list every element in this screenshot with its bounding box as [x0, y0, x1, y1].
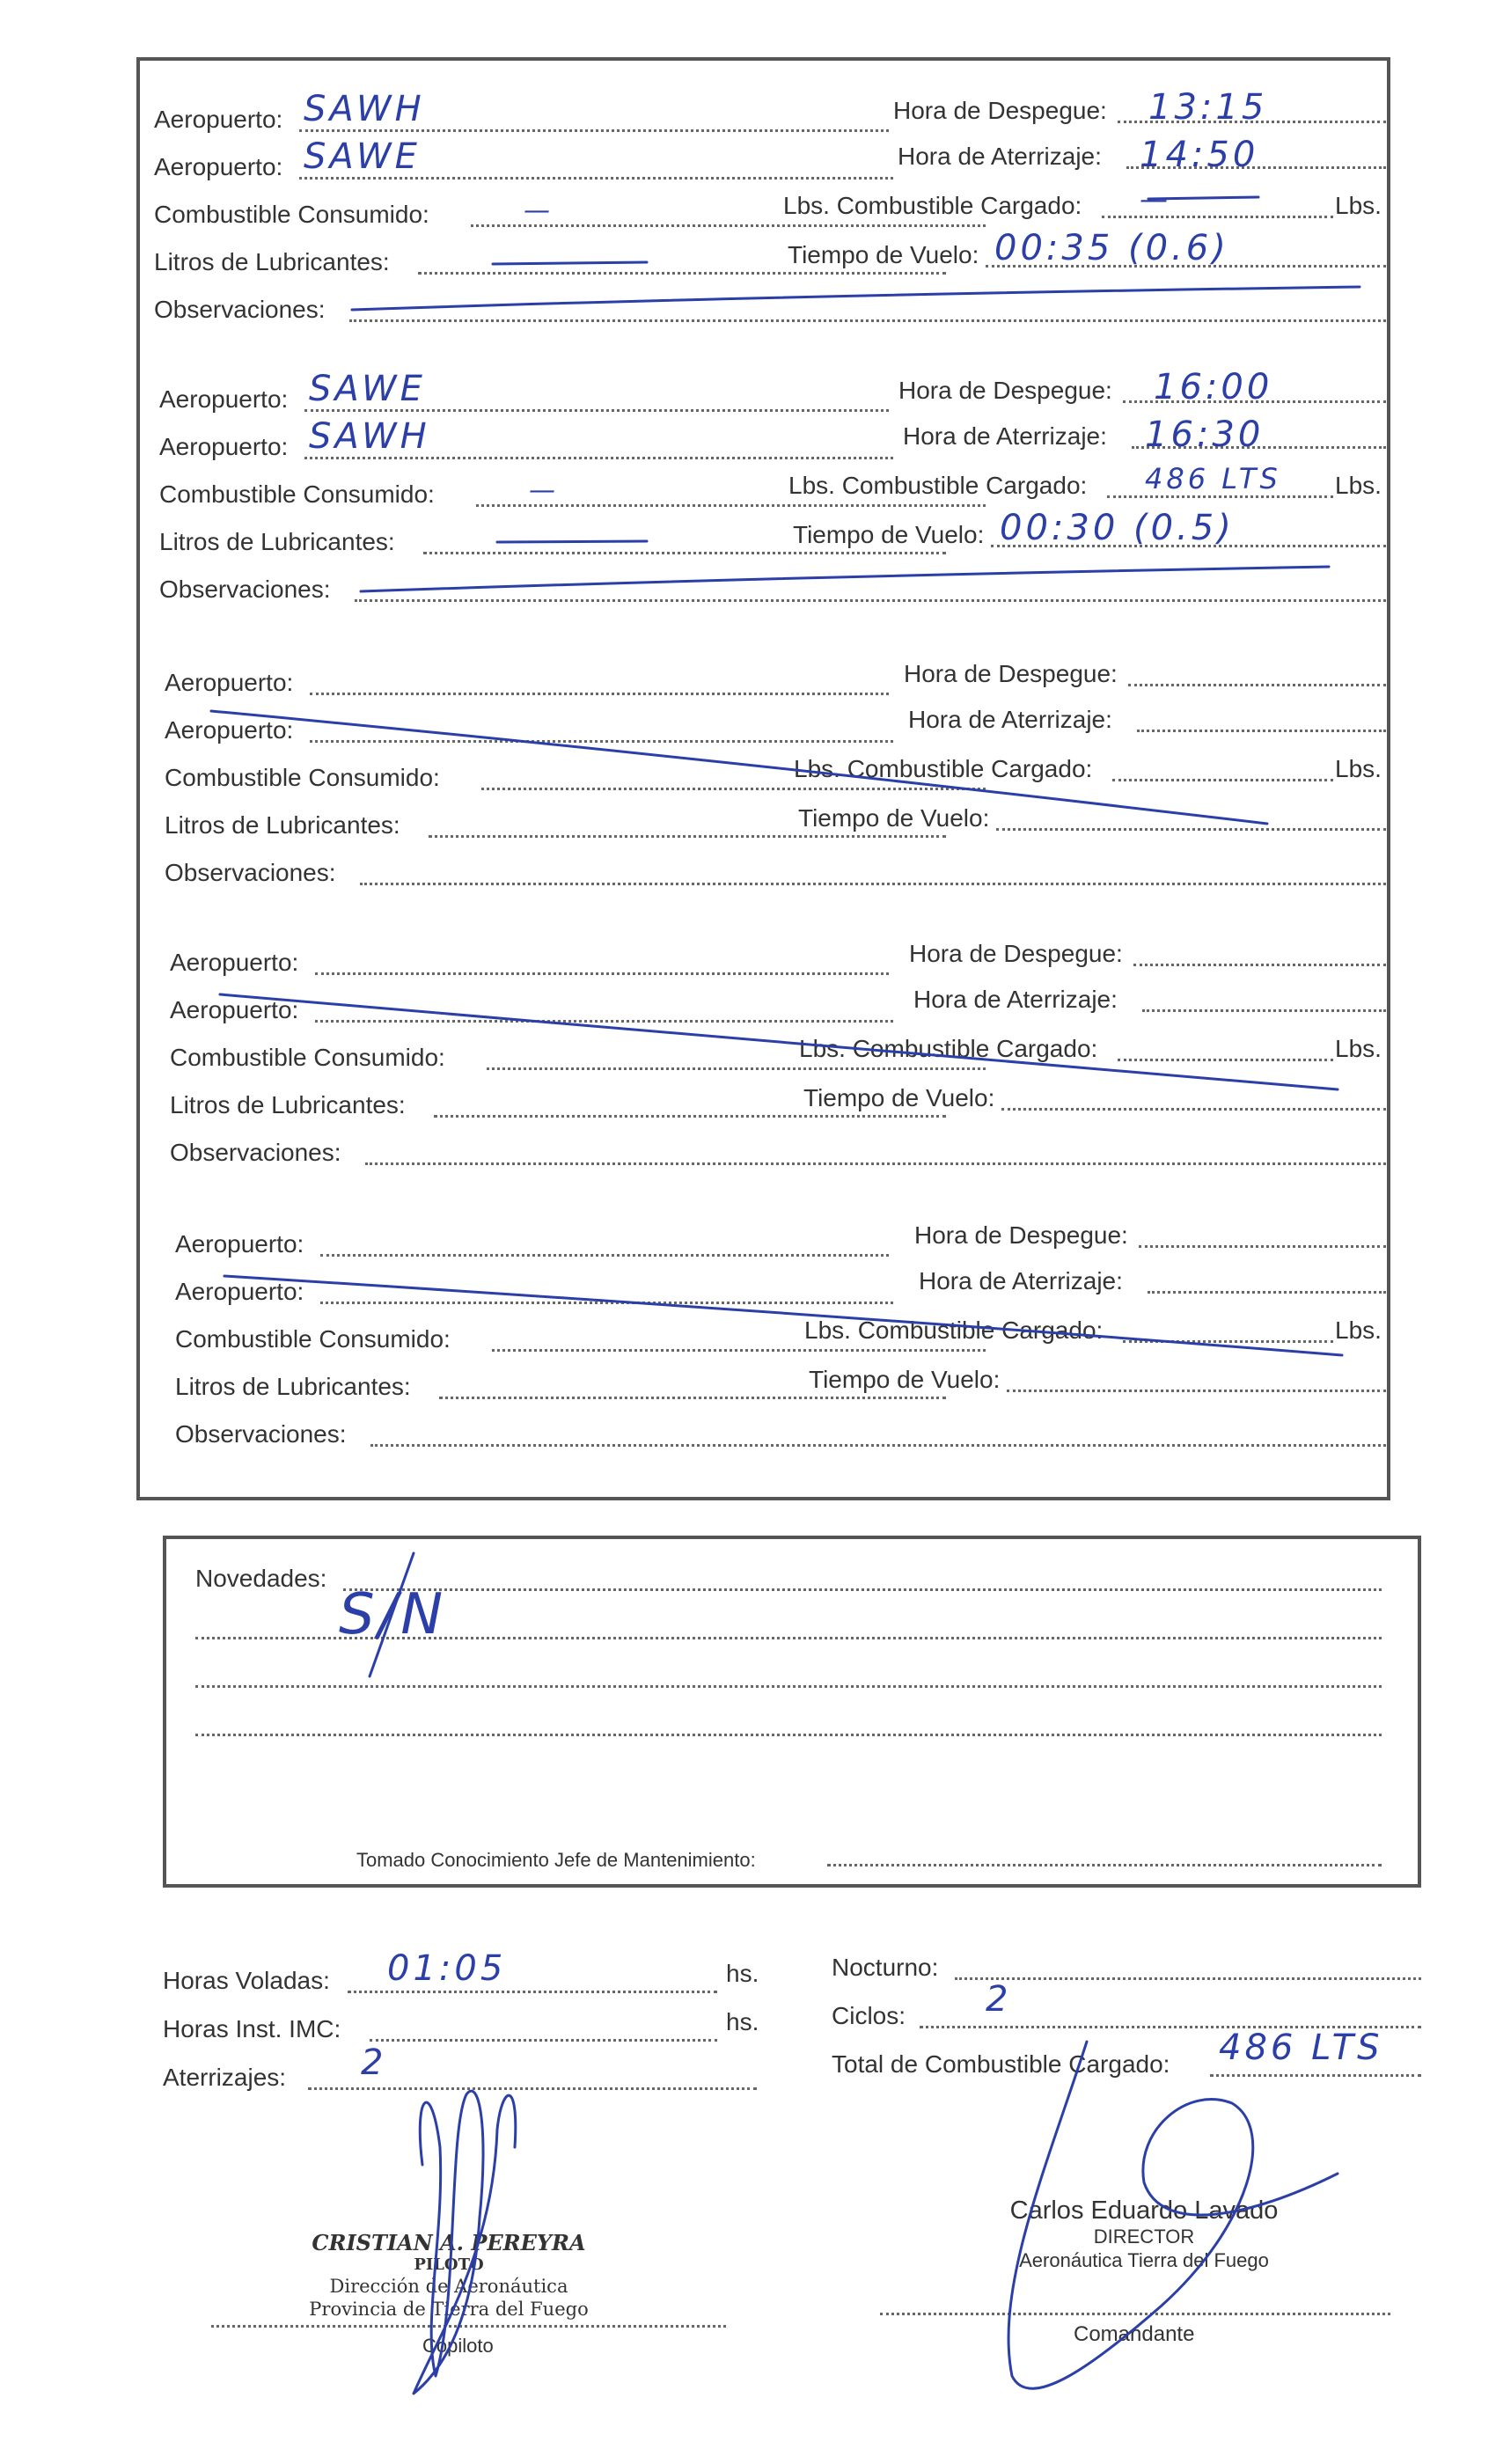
- leg4-observations-label: Observaciones:: [170, 1139, 341, 1166]
- leg3-airport-from-line: [310, 693, 889, 695]
- total-fuel-label: Total de Combustible Cargado:: [832, 2050, 1170, 2078]
- leg5-landing-line: [1148, 1291, 1386, 1294]
- total-fuel-line: [1210, 2074, 1421, 2077]
- leg2-airport-from-value: SAWE: [309, 369, 426, 409]
- leg2-takeoff-value: 16:00: [1154, 367, 1273, 407]
- leg1-lbs-unit: Lbs.: [1335, 192, 1382, 219]
- leg5-airport-to-line: [320, 1302, 893, 1304]
- leg1-landing-value: 14:50: [1140, 135, 1259, 175]
- leg3-landing-line: [1137, 730, 1386, 732]
- copilot-sign-line: [211, 2325, 726, 2328]
- copilot-title: PILOTO: [414, 2255, 484, 2274]
- hours-flown-label: Horas Voladas:: [163, 1967, 330, 1994]
- leg3-flight-time-line: [996, 828, 1386, 831]
- leg2-observations-label: Observaciones:: [159, 576, 331, 603]
- leg2-airport-to-label: Aeropuerto:: [159, 433, 289, 460]
- leg4-observations-line: [365, 1162, 1386, 1165]
- leg1-observations-line: [349, 319, 1386, 322]
- leg3-lbs-unit: Lbs.: [1335, 755, 1382, 782]
- leg1-airport-to-line: [299, 177, 893, 180]
- commander-org: Aeronáutica Tierra del Fuego: [1019, 2249, 1269, 2271]
- leg5-fuel-consumed-label: Combustible Consumido:: [175, 1325, 451, 1353]
- leg3-airport-to-label: Aeropuerto:: [165, 716, 294, 744]
- leg4-takeoff-line: [1133, 964, 1386, 966]
- leg4-airport-to-label: Aeropuerto:: [170, 996, 299, 1023]
- hours-flown-value: 01:05: [387, 1948, 507, 1989]
- leg5-fuel-loaded-line: [1123, 1340, 1333, 1343]
- copilot-org-1: Dirección de Aeronáutica: [329, 2276, 568, 2297]
- novedades-label: Novedades:: [195, 1565, 327, 1592]
- leg1-fuel-loaded-value: —: [1140, 182, 1171, 216]
- novedades-value: S/N: [339, 1582, 447, 1647]
- leg1-fuel-consumed-label: Combustible Consumido:: [154, 201, 429, 228]
- leg2-observations-line: [355, 599, 1386, 602]
- leg5-lbs-unit: Lbs.: [1335, 1316, 1382, 1344]
- leg1-fuel-consumed-value: —: [524, 195, 554, 226]
- leg5-landing-label: Hora de Aterrizaje:: [919, 1267, 1123, 1294]
- leg5-observations-label: Observaciones:: [175, 1420, 347, 1448]
- imc-line: [370, 2039, 717, 2042]
- leg1-fuel-loaded-line: [1102, 216, 1333, 218]
- leg2-airport-from-label: Aeropuerto:: [159, 385, 289, 413]
- leg4-airport-from-line: [315, 972, 889, 975]
- hours-flown-line: [348, 1991, 717, 1993]
- leg2-airport-from-line: [304, 409, 889, 412]
- leg4-lbs-unit: Lbs.: [1335, 1035, 1382, 1062]
- leg2-lubricants-label: Litros de Lubricantes:: [159, 528, 395, 555]
- maintenance-line: [827, 1864, 1382, 1866]
- leg3-fuel-consumed-label: Combustible Consumido:: [165, 764, 440, 791]
- landings-value: 2: [361, 2042, 387, 2083]
- leg2-lbs-unit: Lbs.: [1335, 472, 1382, 499]
- leg5-lubricants-label: Litros de Lubricantes:: [175, 1373, 411, 1400]
- commander-sign-line: [880, 2313, 1390, 2315]
- leg1-lubricants-label: Litros de Lubricantes:: [154, 248, 390, 275]
- copilot-name: CRISTIAN A. PEREYRA: [312, 2230, 586, 2255]
- leg1-flight-time-value: 00:35 (0.6): [994, 228, 1229, 268]
- copilot-role: Copiloto: [422, 2335, 494, 2357]
- night-line: [955, 1977, 1421, 1980]
- leg4-airport-from-label: Aeropuerto:: [170, 949, 299, 976]
- leg3-observations-label: Observaciones:: [165, 859, 336, 886]
- leg3-fuel-loaded-line: [1112, 779, 1333, 781]
- leg4-fuel-loaded-line: [1118, 1059, 1333, 1061]
- maintenance-label: Tomado Conocimiento Jefe de Mantenimiento:: [356, 1849, 756, 1871]
- leg1-airport-from-label: Aeropuerto:: [154, 106, 283, 133]
- leg4-flight-time-line: [1001, 1108, 1386, 1111]
- leg1-takeoff-value: 13:15: [1148, 87, 1268, 128]
- leg2-lubricants-line: [423, 552, 946, 554]
- leg1-takeoff-label: Hora de Despegue:: [893, 97, 1107, 124]
- leg5-airport-from-label: Aeropuerto:: [175, 1230, 304, 1258]
- leg5-takeoff-line: [1139, 1245, 1386, 1248]
- leg1-airport-from-value: SAWH: [304, 89, 425, 129]
- landings-label: Aterrizajes:: [163, 2064, 287, 2091]
- leg5-fuel-consumed-line: [492, 1349, 986, 1352]
- leg3-fuel-consumed-line: [481, 788, 986, 790]
- leg4-fuel-loaded-label: Lbs. Combustible Cargado:: [799, 1035, 1098, 1062]
- leg5-takeoff-label: Hora de Despegue:: [914, 1221, 1128, 1249]
- leg2-flight-time-value: 00:30 (0.5): [1000, 508, 1235, 548]
- leg2-fuel-loaded-label: Lbs. Combustible Cargado:: [788, 472, 1088, 499]
- commander-name: Carlos Eduardo Lavado: [1009, 2196, 1279, 2225]
- leg4-flight-time-label: Tiempo de Vuelo:: [803, 1084, 995, 1111]
- night-label: Nocturno:: [832, 1954, 939, 1981]
- leg2-landing-value: 16:30: [1145, 414, 1265, 455]
- leg2-fuel-consumed-label: Combustible Consumido:: [159, 480, 435, 508]
- leg2-fuel-loaded-value: 486 LTS: [1145, 462, 1281, 495]
- leg4-fuel-consumed-label: Combustible Consumido:: [170, 1044, 445, 1071]
- leg5-lubricants-line: [439, 1397, 946, 1399]
- leg4-landing-label: Hora de Aterrizaje:: [913, 986, 1118, 1013]
- novedades-line-1: [343, 1588, 1382, 1591]
- cycles-value: 2: [986, 1979, 1012, 2020]
- leg3-landing-label: Hora de Aterrizaje:: [908, 706, 1112, 733]
- leg2-takeoff-label: Hora de Despegue:: [898, 377, 1112, 404]
- commander-title: DIRECTOR: [1093, 2226, 1195, 2248]
- leg1-lubricants-line: [418, 272, 946, 275]
- leg1-fuel-loaded-label: Lbs. Combustible Cargado:: [783, 192, 1082, 219]
- leg5-airport-from-line: [320, 1254, 889, 1257]
- leg4-landing-line: [1142, 1009, 1386, 1012]
- copilot-stamp: [290, 2231, 607, 2321]
- leg3-flight-time-label: Tiempo de Vuelo:: [798, 804, 990, 832]
- leg4-fuel-consumed-line: [487, 1067, 986, 1070]
- leg5-fuel-loaded-label: Lbs. Combustible Cargado:: [804, 1316, 1104, 1344]
- leg2-airport-to-value: SAWH: [309, 416, 430, 457]
- commander-stamp: [972, 2196, 1316, 2273]
- leg2-fuel-consumed-value: —: [529, 475, 559, 506]
- leg2-airport-to-line: [304, 457, 893, 459]
- leg1-observations-label: Observaciones:: [154, 296, 326, 323]
- leg1-airport-to-value: SAWE: [304, 136, 421, 177]
- leg5-flight-time-label: Tiempo de Vuelo:: [809, 1366, 1001, 1393]
- hours-flown-unit: hs.: [726, 1960, 759, 1987]
- leg3-fuel-loaded-label: Lbs. Combustible Cargado:: [794, 755, 1093, 782]
- leg1-landing-label: Hora de Aterrizaje:: [898, 143, 1102, 170]
- leg1-airport-to-label: Aeropuerto:: [154, 153, 283, 180]
- copilot-org-2: Provincia de Tierra del Fuego: [309, 2299, 589, 2320]
- novedades-line-4: [195, 1734, 1382, 1736]
- leg3-airport-from-label: Aeropuerto:: [165, 669, 294, 696]
- leg3-lubricants-label: Litros de Lubricantes:: [165, 811, 400, 839]
- leg3-lubricants-line: [429, 835, 946, 838]
- imc-label: Horas Inst. IMC:: [163, 2015, 341, 2042]
- leg1-airport-from-line: [299, 129, 889, 132]
- leg4-airport-to-line: [315, 1020, 893, 1023]
- leg5-observations-line: [370, 1444, 1386, 1447]
- leg4-lubricants-line: [434, 1115, 946, 1118]
- leg5-airport-to-label: Aeropuerto:: [175, 1278, 304, 1305]
- leg5-flight-time-line: [1007, 1390, 1386, 1392]
- total-fuel-value: 486 LTS: [1219, 2028, 1383, 2068]
- landings-line: [308, 2087, 757, 2090]
- imc-unit: hs.: [726, 2008, 759, 2035]
- leg2-landing-label: Hora de Aterrizaje:: [903, 422, 1107, 450]
- novedades-line-3: [195, 1685, 1382, 1688]
- leg3-airport-to-line: [310, 740, 893, 743]
- leg3-observations-line: [360, 883, 1386, 885]
- leg1-flight-time-label: Tiempo de Vuelo:: [788, 241, 979, 268]
- leg2-flight-time-label: Tiempo de Vuelo:: [793, 521, 985, 548]
- commander-role: Comandante: [1074, 2322, 1195, 2346]
- leg3-takeoff-line: [1128, 684, 1386, 686]
- leg4-takeoff-label: Hora de Despegue:: [909, 940, 1123, 967]
- leg4-lubricants-label: Litros de Lubricantes:: [170, 1091, 406, 1118]
- leg3-takeoff-label: Hora de Despegue:: [904, 660, 1118, 687]
- cycles-label: Ciclos:: [832, 2002, 906, 2029]
